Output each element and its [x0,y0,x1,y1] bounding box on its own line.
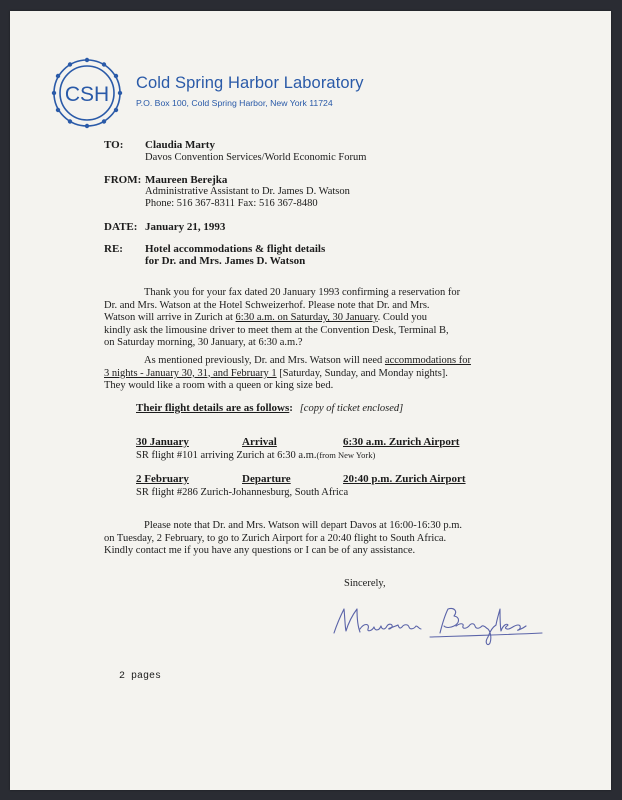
csh-logo [49,55,125,131]
flight-1-date: 30 January [136,436,189,448]
flight-2-time-place: 20:40 p.m. Zurich Airport [343,473,466,485]
from-title: Administrative Assistant to Dr. James D. Watson [145,186,350,197]
flight-1-detail: SR flight #101 arriving Zurich at 6:30 a.m.(from New York) [136,450,376,461]
closing: Sincerely, [344,578,386,589]
from-label: FROM: [104,174,142,186]
to-org: Davos Convention Services/World Economic Forum [145,152,367,163]
flight-2-type: Departure [242,473,291,485]
from-name: Maureen Berejka [145,174,228,186]
flight-1-time-place: 6:30 a.m. Zurich Airport [343,436,460,448]
to-label: TO: [104,139,124,151]
from-phone: Phone: 516 367-8311 Fax: 516 367-8480 [145,198,318,209]
to-name: Claudia Marty [145,139,215,151]
flight-2-detail: SR flight #286 Zurich-Johannesburg, South Africa [136,487,349,498]
org-name: Cold Spring Harbor Laboratory [136,74,364,92]
paragraph-3: Please note that Dr. and Mrs. Watson will depart Davos at 16:00-16:30 p.m. on Tuesday, 2 February, to go to Zurich Airport for a 20:40 flight to South Africa. Kindly contact me if you have any questions or I can be of any assistance. [104,520,462,557]
page-count-note: 2 pages [119,671,162,682]
paragraph-1: Thank you for your fax dated 20 January 1993 confirming a reservation for Dr. and Mrs. Watson at the Hotel Schweizerhof. Please note that Dr. and Mrs. Watson will arrive in Zurich at 6:30 a.m. on Saturday, 30 January. Could you kindly ask the limousine driver to meet them at the Convention Desk, Terminal B, on Saturday morning, 30 January, at 6:30 a.m.? [104,287,461,349]
flight-1-type: Arrival [242,436,277,448]
re-line-1: Hotel accommodations & flight details [145,243,326,255]
flight-heading: Their flight details are as follows: [copy of ticket enclosed] [136,402,404,414]
letter-page [10,11,611,790]
logo-text: CSH [64,83,110,106]
date-label: DATE: [104,221,138,233]
paragraph-2: As mentioned previously, Dr. and Mrs. Watson will need accommodations for 3 nights - January 30, 31, and February 1 [Saturday, Sunday, and Monday nights]. They would like a room with a queen or king size bed. [104,355,471,392]
re-line-2: for Dr. and Mrs. James D. Watson [145,255,306,267]
flight-2-date: 2 February [136,473,189,485]
handwritten-signature [330,599,550,649]
date-value: January 21, 1993 [145,221,226,233]
org-address: P.O. Box 100, Cold Spring Harbor, New York 11724 [136,98,333,108]
re-label: RE: [104,243,123,255]
